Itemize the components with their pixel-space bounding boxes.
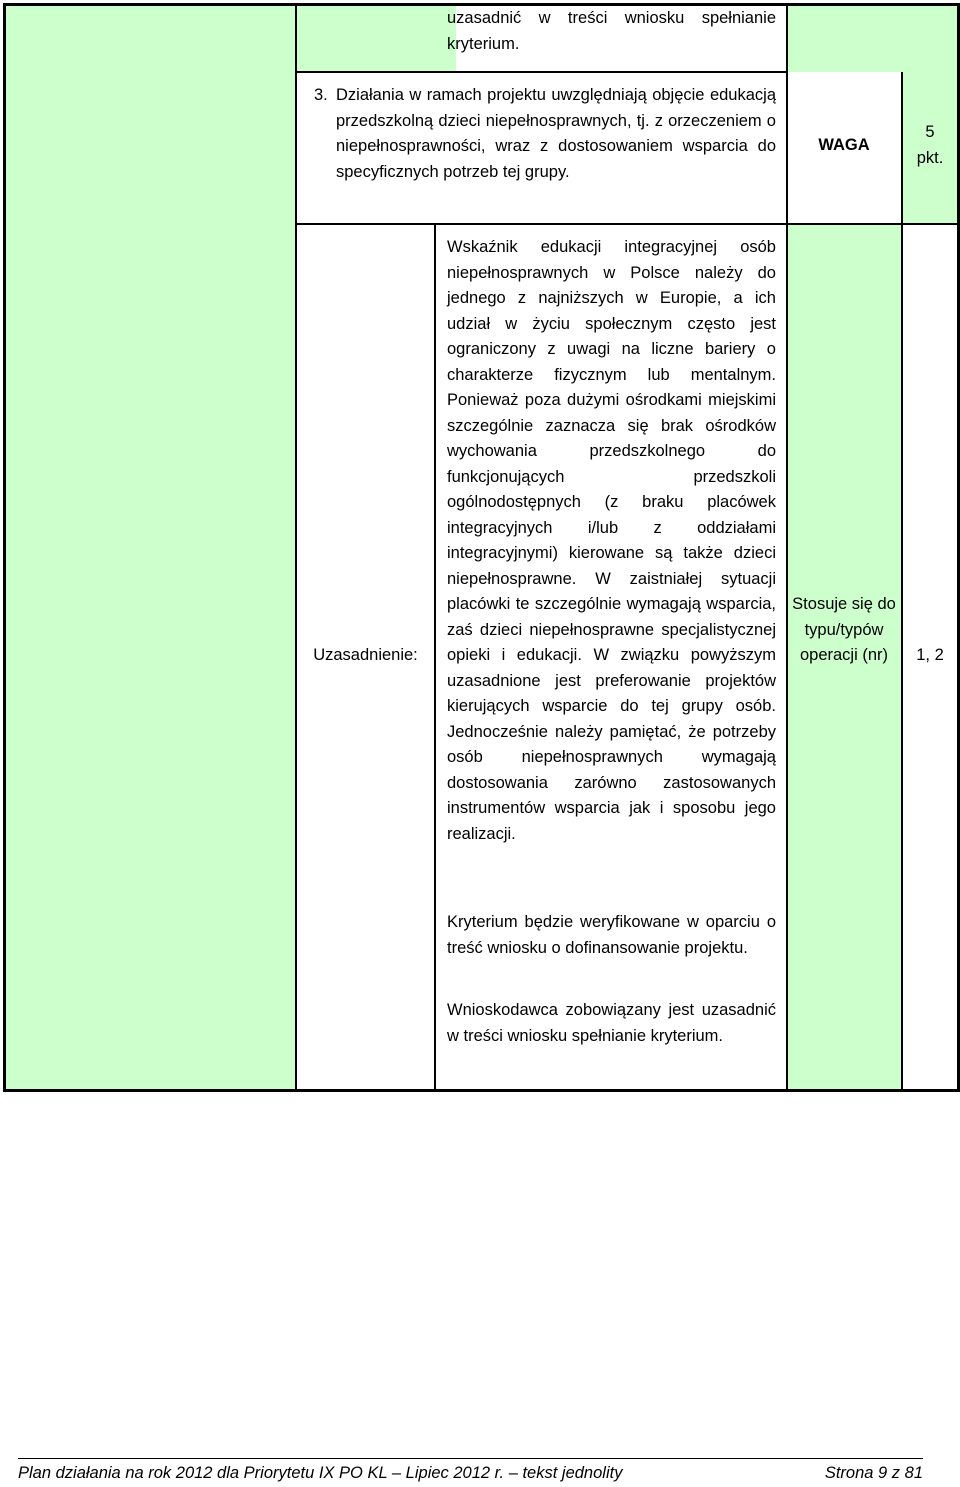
justification-label: Uzasadnienie:: [313, 646, 418, 664]
top-right-green-area-2: [786, 5, 958, 72]
applies-to-text: Stosuje się do typu/typów operacji (nr): [792, 595, 896, 664]
points-unit: pkt.: [916, 149, 944, 167]
justification-paragraph-2: Kryterium będzie weryfikowane w oparciu o treść wniosku o dofinansowanie projektu.: [447, 913, 776, 957]
row-divider: [296, 71, 788, 73]
column-divider: [901, 72, 903, 1091]
footer-page-number: Strona 9 z 81: [824, 1464, 923, 1482]
criterion-text: Działania w ramach projektu uwzględniają objęcie edukacją przedszkolną dzieci niepełnosprawnych, tj. z orzeczeniem o niepełnosprawności, wraz z dostosowaniem wsparcia do specyficznych potrzeb tej grupy.: [336, 86, 776, 181]
footer-title: Plan działania na rok 2012 dla Priorytetu IX PO KL – Lipiec 2012 r. – tekst jednolity: [18, 1464, 623, 1482]
page-footer: [18, 1458, 923, 1487]
column-divider: [786, 5, 788, 1091]
table-border-bottom: [3, 1089, 960, 1092]
column-divider: [295, 5, 297, 1091]
waga-label: WAGA: [818, 136, 870, 154]
top-right-green-area: [296, 5, 456, 72]
row-divider: [296, 223, 958, 225]
table-border-left: [3, 5, 6, 1091]
left-margin-column: [5, 5, 296, 1091]
criterion-number: 3.: [314, 86, 328, 104]
operation-types-value: 1, 2: [916, 646, 944, 664]
continuation-text: uzasadnić w treści wniosku spełnianie kryterium.: [447, 9, 776, 53]
points-value: 5: [925, 123, 935, 141]
justification-paragraph-1: Wskaźnik edukacji integracyjnej osób niepełnosprawnych w Polsce należy do jednego z najniższych w Europie, a ich udział w życiu społecznym często jest ograniczony z uwagi na liczne bariery o charakterze fizycznym lub mentalnym. Ponieważ poza dużymi ośrodkami miejskimi szczególnie zaznacza się brak ośrodków wychowania przedszkolnego do funkcjonujących przedszkoli ogólnodostępnych (z braku placówek integracyjnych i/lub z oddziałami integracyjnymi) kierowane są także dzieci niepełnosprawne. W zaistniałej sytuacji placówki te szczególnie wymagają wsparcia, zaś dzieci niepełnosprawne specjalistycznej opieki i edukacji. W związku powyższym uzasadnione jest preferowanie projektów kierujących wsparcie do tej grupy osób. Jednocześnie należy pamiętać, że potrzeby osób niepełnosprawnych wymagają dostosowania zarówno zastosowanych instrumentów wsparcia jak i sposobu jego realizacji.: [447, 238, 776, 843]
justification-paragraph-3: Wnioskodawca zobowiązany jest uzasadnić w treści wniosku spełnianie kryterium.: [447, 1001, 776, 1045]
